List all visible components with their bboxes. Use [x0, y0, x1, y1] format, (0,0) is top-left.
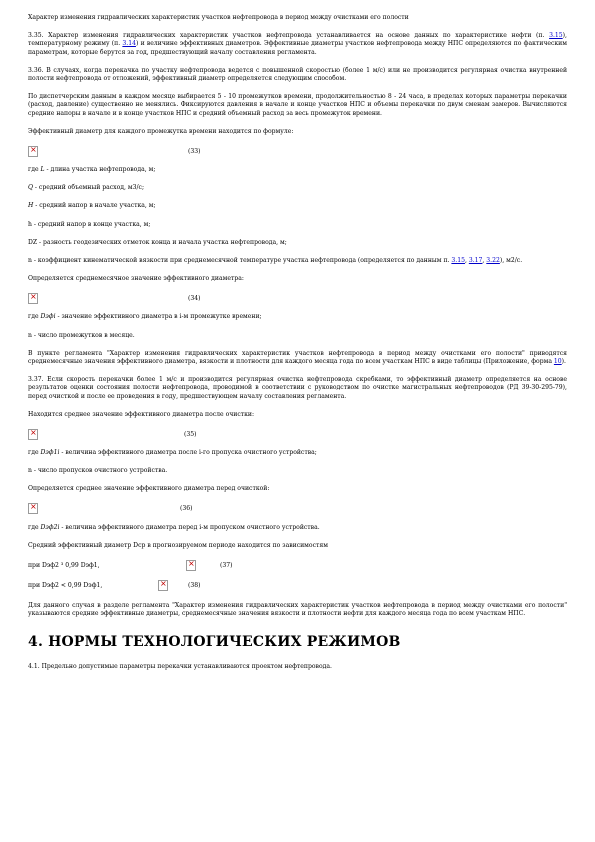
definition-L: где L - длина участка нефтепровода, м;: [28, 166, 156, 174]
section-subtitle: Характер изменения гидравлических характеристик участков нефтепровода в период между очистками его полости: [28, 14, 409, 21]
paragraph-mean-diameter: Средний эффективный диаметр Dcp в прогнозируемом периоде находится по зависимостям: [28, 541, 328, 549]
link-form-10[interactable]: 10: [553, 358, 562, 366]
formula-33: [28, 144, 567, 158]
broken-image-icon: [186, 560, 196, 571]
paragraph-dispatch-data: По диспетчерским данным в каждом месяце выбирается 5 - 10 промежутков времени, продолжительностью 8 - 24 часа, в пределах которых параметры перекачки (расход, давление) существенно не менялись. Фиксируются давления в начале и конце участков НПС и объемы перекачки по двум сменам замеров. Вычисляются средние напоры в начале и в конце участков НПС и средний объемный расход за весь промежуток времени.: [28, 93, 567, 117]
equation-number: (33): [188, 147, 201, 155]
equation-number: (34): [188, 294, 201, 302]
definition-n-passes: n - число пропусков очистного устройства.: [28, 467, 168, 475]
broken-image-icon: [28, 146, 38, 157]
definition-deff1: где Dэф1i - величина эффективного диаметра после i-го пропуска очистного устройства;: [28, 449, 317, 457]
broken-image-icon: [28, 503, 38, 514]
link-3-14[interactable]: 3.14: [122, 40, 136, 48]
definition-dz: DZ - разность геодезических отметок конца и начала участка нефтепровода, м;: [28, 238, 287, 246]
equation-number: (38): [188, 581, 201, 589]
broken-image-icon: [158, 580, 168, 591]
definition-viscosity: n - коэффициент кинематической вязкости при среднемесячной температуре участка нефтепровода (определяется по данным п. 3.15, 3.17, 3.22), м2/с.: [28, 257, 523, 265]
equation-number: (36): [180, 505, 193, 513]
paragraph-3-35: 3.35. Характер изменения гидравлических характеристик участков нефтепровода устанавливается на основе данных по характеристике нефти (п. 3.15), температурному режиму (п. 3.14) и величине эффективных диаметров. Эффективные диаметры участков нефтепровода между НПС определяются по фактическим параметрам, которые берутся за год, предшествующий началу составления регламента.: [28, 32, 567, 56]
paragraph-3-37: 3.37. Если скорость перекачки более 1 м/с и производится регулярная очистка нефтепровода скребками, то эффективный диаметр определяется на основе результатов оценки состояния полости нефтепровода, проводимой в соответствии с руководством по очистке магистральных нефтепроводов (РД 39-30-295-79), перед очисткой и после ее проведения в году, предшествующем началу составления регламента.: [28, 376, 567, 400]
paragraph-case-summary: Для данного случая в разделе регламента "Характер изменения гидравлических характеристик участков нефтепровода в период между очистками его полости" указываются средние эффективные диаметры, среднемесячные значения вязкости и плотности нефти для каждого месяца года по всем участкам НПС.: [28, 602, 567, 618]
paragraph-regulation-table: В пункте регламента "Характер изменения гидравлических характеристик участков нефтепровода в период между очистками его полости" приводятся среднемесячные значения эффективного диаметра, вязкости и плотности для каждого месяца года по всем участкам НПС в виде таблицы (Приложение, форма 10).: [28, 349, 567, 366]
link-3-15[interactable]: 3.15: [451, 257, 465, 265]
definition-deff2: где Dэф2i - величина эффективного диаметра перед i-м пропуском очистного устройства.: [28, 523, 320, 531]
formula-36: [28, 502, 567, 516]
paragraph-after-cleaning: Находится среднее значение эффективного диаметра после очистки:: [28, 410, 255, 418]
definition-Q: Q - средний объемный расход, м3/с;: [28, 184, 145, 192]
paragraph-monthly-mean: Определяется среднемесячное значение эффективного диаметра:: [28, 275, 244, 283]
definition-deff-i: где Dэфi - значение эффективного диаметра в i-м промежутке времени;: [28, 313, 262, 321]
equation-number: (37): [220, 561, 233, 569]
definition-n: n - число промежутков в месяце.: [28, 331, 135, 339]
link-3-22[interactable]: 3.22: [486, 257, 500, 265]
link-3-15[interactable]: 3.15: [549, 32, 563, 40]
paragraph-formula-intro: Эффективный диаметр для каждого промежутка времени находится по формуле:: [28, 127, 294, 135]
condition-38: при Dэф2 < 0,99 Dэф1,: [28, 581, 103, 589]
paragraph-4-1: 4.1. Предельно допустимые параметры перекачки устанавливаются проектом нефтепровода.: [28, 662, 332, 670]
broken-image-icon: [28, 293, 38, 304]
condition-37: при Dэф2 ³ 0,99 Dэф1,: [28, 561, 100, 569]
formula-37: [28, 558, 567, 572]
paragraph-3-36: 3.36. В случаях, когда перекачка по участку нефтепровода ведется с повышенной скоростью (более 1 м/с) или не производится регулярная очистка внутренней полости нефтепровода от отложений, эффективный диаметр определяется следующим способом.: [28, 66, 567, 83]
equation-number: (35): [184, 430, 197, 438]
paragraph-before-cleaning: Определяется среднее значение эффективного диаметра перед очисткой:: [28, 485, 270, 493]
definition-H: H - средний напор в начале участка, м;: [28, 202, 156, 210]
definition-h: h - средний напор в конце участка, м;: [28, 220, 151, 228]
formula-35: [28, 427, 567, 441]
broken-image-icon: [28, 429, 38, 440]
formula-34: [28, 291, 567, 305]
link-3-17[interactable]: 3.17: [468, 257, 483, 265]
section-heading: 4. НОРМЫ ТЕХНОЛОГИЧЕСКИХ РЕЖИМОВ: [28, 633, 401, 650]
formula-38: [28, 578, 567, 592]
